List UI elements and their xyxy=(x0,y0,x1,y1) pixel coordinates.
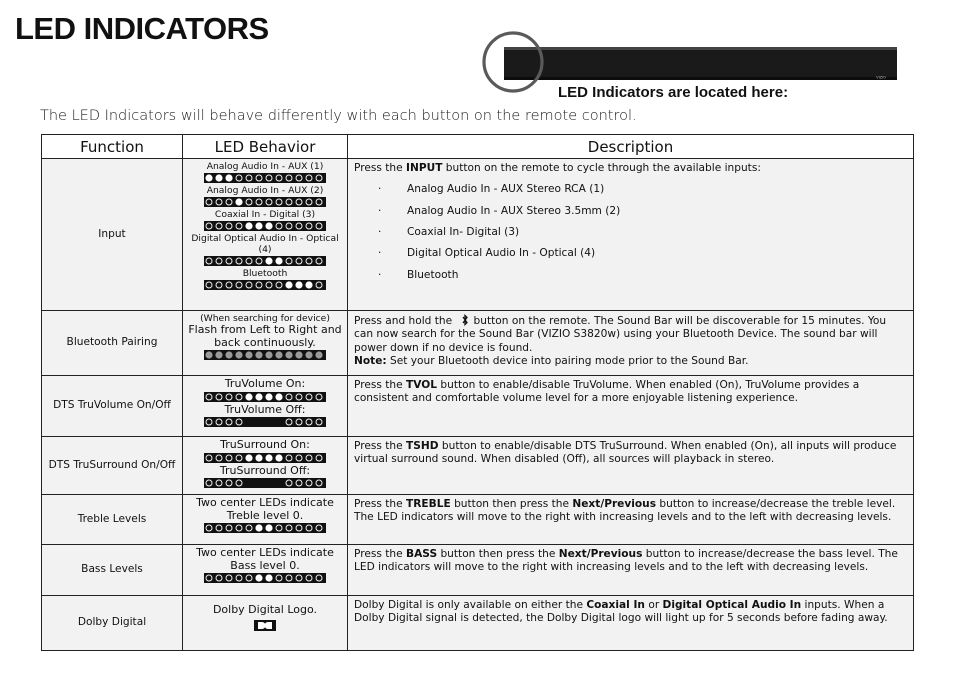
list-item-text: Coaxial In- Digital (3) xyxy=(407,226,520,239)
led-off xyxy=(306,394,312,400)
list-item xyxy=(378,247,907,260)
table-row-bluetooth-pairing xyxy=(42,311,914,376)
led-off xyxy=(286,199,292,205)
led-strip xyxy=(204,350,326,360)
list-item-text: Analog Audio In - AUX Stereo RCA (1) xyxy=(407,183,605,196)
led-on xyxy=(305,281,312,288)
desc-text: button to increase/decrease the bass level. The LED indicators will move to the right with increasing levels and to the left with decreasing levels. xyxy=(354,548,898,574)
led-strip xyxy=(204,573,326,583)
led-behavior-cell xyxy=(183,376,348,437)
led-off xyxy=(246,525,252,531)
button-name: INPUT xyxy=(406,162,443,174)
behavior-text: Dolby Digital Logo. xyxy=(212,603,318,616)
led-on xyxy=(265,257,272,264)
led-on xyxy=(245,454,252,461)
desc-text: Press the xyxy=(354,548,407,560)
led-off xyxy=(286,480,292,486)
led-off xyxy=(306,223,312,229)
mode-label: Analog Audio In - AUX (2) xyxy=(206,185,324,196)
desc-text: inputs. When a Dolby Digital signal is detected, the Dolby Digital logo will light up for 5 seconds before fading away. xyxy=(354,599,888,625)
led-off xyxy=(206,419,212,425)
led-off xyxy=(236,575,242,581)
desc-text: button on the remote to cycle through the available inputs: xyxy=(442,162,761,174)
led-strip-on xyxy=(204,453,326,463)
desc-text: button on the remote. The Sound Bar will be discoverable for 15 minutes. You can now search for the Sound Bar (VIZIO S3820w) using your Bluetooth Device. The sound bar will power down if no device is found. xyxy=(354,315,887,354)
input-name: Coaxial In xyxy=(586,599,645,611)
desc-text: Press the xyxy=(354,162,407,174)
dolby-digital-logo-icon xyxy=(254,620,276,631)
table-row-bass xyxy=(42,545,914,596)
desc-text: button then press the xyxy=(450,498,573,510)
led-on xyxy=(295,281,302,288)
led-strip xyxy=(204,280,326,290)
desc-text: Press the xyxy=(354,379,407,391)
note-text: Set your Bluetooth device into pairing mode prior to the Sound Bar. xyxy=(386,354,749,367)
led-strip xyxy=(204,197,326,207)
led-on xyxy=(215,174,222,181)
led-on xyxy=(275,393,282,400)
led-off xyxy=(206,394,212,400)
bullet-icon: · xyxy=(378,204,382,217)
led-on xyxy=(285,281,292,288)
led-off xyxy=(316,258,322,264)
led-off xyxy=(276,199,282,205)
input-name: Digital Optical Audio In xyxy=(662,599,802,611)
led-off xyxy=(246,575,252,581)
led-off xyxy=(236,525,242,531)
led-off xyxy=(286,525,292,531)
led-off xyxy=(286,455,292,461)
led-on xyxy=(265,454,272,461)
led-off xyxy=(316,282,322,288)
led-on xyxy=(275,257,282,264)
list-item xyxy=(378,205,907,218)
header-led-behavior: LED Behavior xyxy=(183,135,348,159)
function-cell: Dolby Digital xyxy=(42,596,183,651)
led-off xyxy=(226,419,232,425)
list-item-text: Digital Optical Audio In - Optical (4) xyxy=(407,247,596,260)
led-off xyxy=(296,419,302,425)
led-strip-off xyxy=(204,478,326,488)
led-off xyxy=(236,258,242,264)
led-off xyxy=(216,223,222,229)
mode-label: Coaxial In - Digital (3) xyxy=(214,209,316,220)
on-label: TruSurround On: xyxy=(220,438,310,451)
led-off xyxy=(316,394,322,400)
led-strip xyxy=(204,256,326,266)
led-off xyxy=(266,282,272,288)
led-off xyxy=(266,199,272,205)
list-item-text: Analog Audio In - AUX Stereo 3.5mm (2) xyxy=(407,204,621,217)
led-off xyxy=(286,258,292,264)
desc-text: button to enable/disable TruVolume. When enabled (On), TruVolume provides a consistent and comfortable volume level for a more enjoyable listening experience. xyxy=(354,379,860,405)
input-list xyxy=(378,183,907,282)
led-off xyxy=(306,455,312,461)
led-on xyxy=(205,351,212,358)
table-row-input xyxy=(42,159,914,311)
led-on xyxy=(255,351,262,358)
led-off xyxy=(246,175,252,181)
led-off xyxy=(216,258,222,264)
header-function: Function xyxy=(42,135,183,159)
led-strip-off xyxy=(204,417,326,427)
led-off xyxy=(226,282,232,288)
led-off xyxy=(236,282,242,288)
led-on xyxy=(245,351,252,358)
led-off xyxy=(226,394,232,400)
led-off xyxy=(236,480,242,486)
button-name: TSHD xyxy=(406,440,439,452)
led-off xyxy=(206,199,212,205)
led-off xyxy=(206,575,212,581)
led-off xyxy=(226,455,232,461)
description-cell xyxy=(348,376,914,437)
led-on xyxy=(235,351,242,358)
led-on xyxy=(295,351,302,358)
button-name: Next/Previous xyxy=(572,498,657,510)
led-off xyxy=(296,575,302,581)
led-off xyxy=(226,258,232,264)
led-on xyxy=(265,222,272,229)
soundbar-brand: VIZIO xyxy=(876,75,886,80)
function-cell: Input xyxy=(42,159,183,311)
button-name: BASS xyxy=(406,548,438,560)
page-title: LED INDICATORS xyxy=(15,11,269,46)
description-cell xyxy=(348,495,914,545)
bullet-icon: · xyxy=(378,226,382,239)
mode-label: Bluetooth xyxy=(242,268,288,279)
off-label: TruSurround Off: xyxy=(219,463,311,477)
led-off xyxy=(216,455,222,461)
led-off xyxy=(226,223,232,229)
led-off xyxy=(256,175,262,181)
led-off xyxy=(266,175,272,181)
led-on xyxy=(235,198,242,205)
led-behavior-cell xyxy=(183,495,348,545)
led-off xyxy=(226,199,232,205)
led-strip xyxy=(204,221,326,231)
led-behavior-cell xyxy=(183,159,348,311)
led-on xyxy=(265,393,272,400)
led-off xyxy=(286,394,292,400)
button-name: Next/Previous xyxy=(558,548,643,560)
led-behavior-cell xyxy=(183,545,348,596)
led-off xyxy=(236,394,242,400)
bluetooth-icon xyxy=(456,314,474,326)
led-on xyxy=(205,174,212,181)
led-off xyxy=(296,223,302,229)
intro-text: The LED Indicators will behave differently with each button on the remote control. xyxy=(40,108,637,124)
led-off xyxy=(296,258,302,264)
button-name: TVOL xyxy=(406,379,438,391)
led-off xyxy=(256,282,262,288)
function-cell: Bass Levels xyxy=(42,545,183,596)
led-on xyxy=(265,524,272,531)
led-on xyxy=(215,351,222,358)
led-off xyxy=(246,282,252,288)
led-on xyxy=(225,351,232,358)
led-behavior-cell xyxy=(183,596,348,651)
led-off xyxy=(216,199,222,205)
led-off xyxy=(246,258,252,264)
led-off xyxy=(236,455,242,461)
header-description: Description xyxy=(348,135,914,159)
led-off xyxy=(206,455,212,461)
led-off xyxy=(216,525,222,531)
led-off xyxy=(306,419,312,425)
led-on xyxy=(255,524,262,531)
led-off xyxy=(256,258,262,264)
led-off xyxy=(256,199,262,205)
description-cell xyxy=(348,159,914,311)
soundbar-illustration xyxy=(503,43,898,83)
list-item xyxy=(378,183,907,196)
desc-text: button then press the xyxy=(437,548,559,560)
function-cell: DTS TruVolume On/Off xyxy=(42,376,183,437)
behavior-note: (When searching for device) xyxy=(200,313,330,324)
led-behavior-cell xyxy=(183,437,348,495)
led-off xyxy=(216,480,222,486)
led-indicator-table xyxy=(41,134,914,651)
led-off xyxy=(206,258,212,264)
behavior-text: Flash from Left to Right and back continuously. xyxy=(188,323,342,349)
led-off xyxy=(316,419,322,425)
bullet-icon: · xyxy=(378,247,382,260)
led-off xyxy=(206,480,212,486)
led-off xyxy=(286,575,292,581)
description-cell xyxy=(348,545,914,596)
led-off xyxy=(296,175,302,181)
led-strip xyxy=(204,173,326,183)
function-cell: Bluetooth Pairing xyxy=(42,311,183,376)
led-off xyxy=(316,455,322,461)
button-name: TREBLE xyxy=(406,498,451,510)
table-row-trusurround xyxy=(42,437,914,495)
description-cell xyxy=(348,311,914,376)
led-off xyxy=(216,282,222,288)
desc-text: button to enable/disable DTS TruSurround. When enabled (On), all inputs will produce virtual surround sound. When disabled (Off), all sources will playback in stereo. xyxy=(354,440,897,466)
off-label: TruVolume Off: xyxy=(224,402,306,416)
led-on xyxy=(245,222,252,229)
led-strip-on xyxy=(204,392,326,402)
led-off xyxy=(306,199,312,205)
led-on xyxy=(275,351,282,358)
led-on xyxy=(255,393,262,400)
mode-label: Analog Audio In - AUX (1) xyxy=(206,161,324,172)
led-off xyxy=(226,525,232,531)
led-off xyxy=(296,480,302,486)
led-off xyxy=(286,223,292,229)
led-off xyxy=(306,525,312,531)
highlight-circle-icon xyxy=(480,28,550,98)
table-row-treble xyxy=(42,495,914,545)
description-cell xyxy=(348,437,914,495)
led-on xyxy=(285,351,292,358)
led-behavior-cell xyxy=(183,311,348,376)
description-cell xyxy=(348,596,914,651)
led-on xyxy=(265,351,272,358)
led-on xyxy=(255,574,262,581)
led-off xyxy=(276,223,282,229)
led-location-caption: LED Indicators are located here: xyxy=(558,84,789,101)
led-on xyxy=(225,174,232,181)
function-cell: Treble Levels xyxy=(42,495,183,545)
led-off xyxy=(226,480,232,486)
led-off xyxy=(226,575,232,581)
led-off xyxy=(276,525,282,531)
led-strip xyxy=(204,523,326,533)
led-off xyxy=(306,175,312,181)
led-off xyxy=(306,575,312,581)
led-off xyxy=(296,394,302,400)
note-label: Note: xyxy=(354,354,387,367)
led-off xyxy=(306,480,312,486)
led-off xyxy=(276,175,282,181)
led-off xyxy=(306,258,312,264)
led-off xyxy=(276,282,282,288)
led-on xyxy=(315,351,322,358)
bullet-icon: · xyxy=(378,268,382,281)
table-row-dolby-digital xyxy=(42,596,914,651)
desc-text: Press the xyxy=(354,440,407,452)
led-on xyxy=(255,454,262,461)
led-off xyxy=(316,525,322,531)
led-off xyxy=(236,223,242,229)
led-off xyxy=(316,199,322,205)
led-off xyxy=(236,175,242,181)
led-off xyxy=(286,419,292,425)
led-off xyxy=(216,394,222,400)
function-cell: DTS TruSurround On/Off xyxy=(42,437,183,495)
led-off xyxy=(216,419,222,425)
led-off xyxy=(296,455,302,461)
bullet-icon: · xyxy=(378,183,382,196)
led-off xyxy=(296,525,302,531)
table-header-row xyxy=(42,135,914,159)
led-off xyxy=(316,575,322,581)
led-on xyxy=(255,222,262,229)
behavior-text: Two center LEDs indicate Bass level 0. xyxy=(196,546,334,572)
desc-text: Press the xyxy=(354,498,407,510)
led-on xyxy=(245,393,252,400)
desc-text: Dolby Digital is only available on either the xyxy=(354,599,587,611)
list-item xyxy=(378,226,907,239)
led-on xyxy=(275,454,282,461)
led-off xyxy=(316,175,322,181)
led-off xyxy=(236,419,242,425)
led-on xyxy=(305,351,312,358)
led-off xyxy=(206,525,212,531)
led-off xyxy=(296,199,302,205)
desc-text: button to increase/decrease the treble level. The LED indicators will move to the right with increasing levels and to the left with decreasing levels. xyxy=(354,498,896,524)
led-off xyxy=(316,223,322,229)
table-row-truvolume xyxy=(42,376,914,437)
led-off xyxy=(216,575,222,581)
on-label: TruVolume On: xyxy=(224,377,306,390)
led-off xyxy=(286,175,292,181)
mode-label: Digital Optical Audio In - Optical (4) xyxy=(191,233,339,255)
led-off xyxy=(206,223,212,229)
desc-text: or xyxy=(644,599,663,611)
led-off xyxy=(246,199,252,205)
led-off xyxy=(316,480,322,486)
desc-text: Press and hold the xyxy=(354,315,453,327)
led-off xyxy=(276,575,282,581)
led-on xyxy=(265,574,272,581)
led-off xyxy=(206,282,212,288)
behavior-text: Two center LEDs indicate Treble level 0. xyxy=(196,496,334,522)
list-item-text: Bluetooth xyxy=(407,268,459,281)
list-item xyxy=(378,269,907,282)
